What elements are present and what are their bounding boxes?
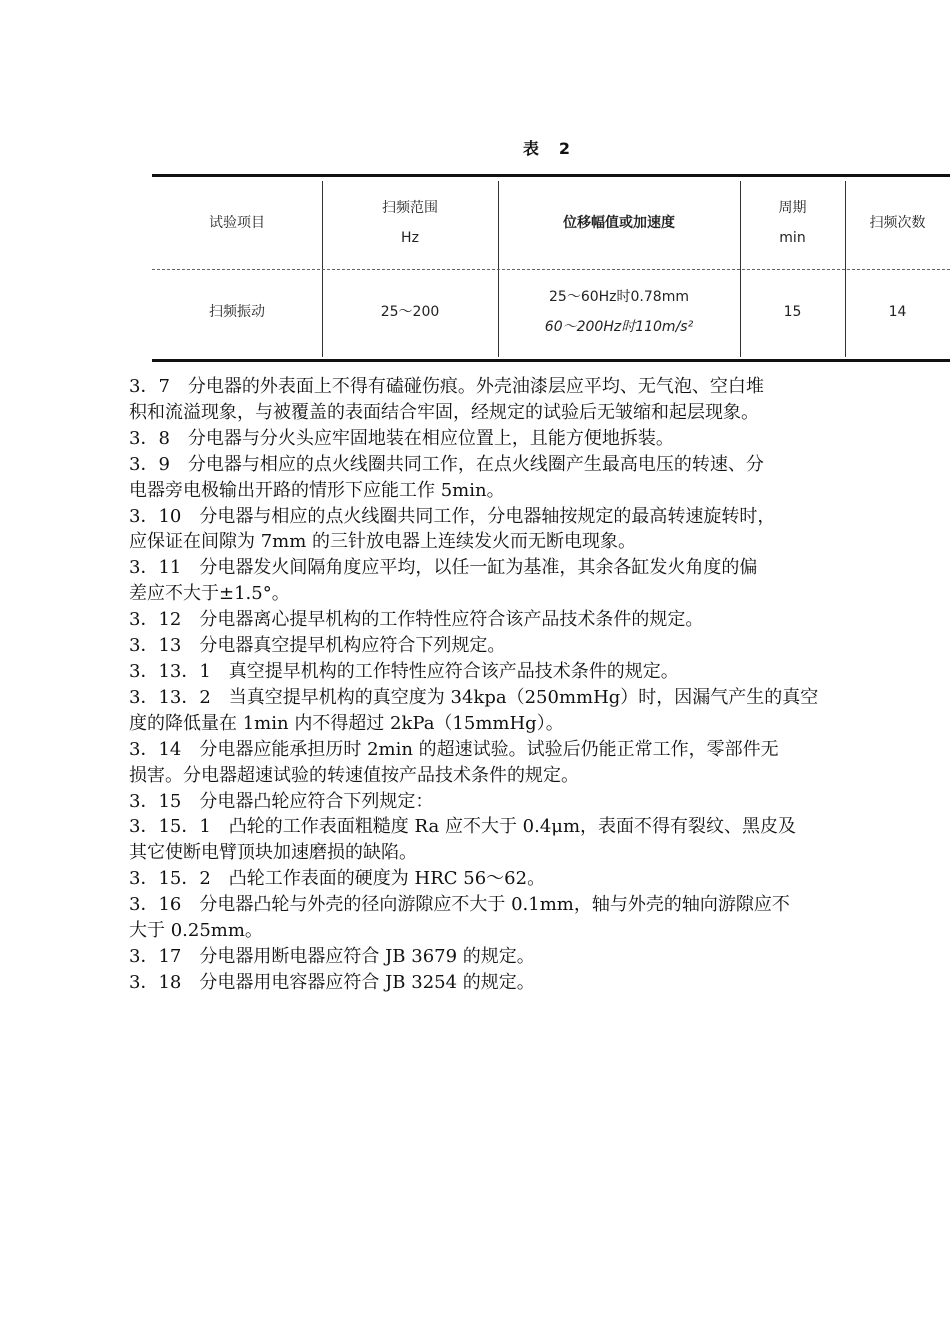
row-period [740, 269, 845, 355]
row-count-value: 14 [888, 304, 907, 320]
table-title: 表 2 [522, 139, 573, 158]
clause-3-13-2-cont: 度的降低量在 1min 内不得超过 2kPa（15mmHg）。 [129, 712, 564, 734]
clause-3-7-cont: 积和流溢现象，与被覆盖的表面结合牢固，经规定的试验后无皱缩和起层现象。 [129, 401, 759, 423]
row-range-value: 25～200 [380, 304, 440, 320]
clause-text [112, 374, 842, 996]
header-count [845, 177, 950, 269]
header-range [322, 177, 498, 269]
row-period-value: 15 [783, 304, 802, 320]
header-item [152, 177, 322, 269]
clause-3-11-cont: 差应不大于±1.5°。 [129, 583, 290, 605]
vibration-test-table [152, 174, 950, 362]
header-item-label: 试验项目 [209, 215, 265, 231]
clause-3-15: 3．15 分电器凸轮应符合下列规定： [129, 790, 434, 812]
clause-3-13-1: 3．13．1 真空提早机构的工作特性应符合该产品技术条件的规定。 [129, 660, 679, 682]
header-displacement-label: 位移幅值或加速度 [563, 215, 675, 231]
clause-3-15-1-cont: 其它使断电臂顶块加速磨损的缺陷。 [129, 842, 417, 864]
clause-3-14-cont: 损害。分电器超速试验的转速值按产品技术条件的规定。 [129, 764, 579, 786]
clause-3-7: 3．7 分电器的外表面上不得有磕碰伤痕。外壳油漆层应平均、无气泡、空白堆 [129, 376, 764, 397]
clause-3-16-cont: 大于 0.25mm。 [129, 920, 263, 942]
clause-3-16: 3．16 分电器凸轮与外壳的径向游隙应不大于 0.1mm，轴与外壳的轴向游隙应不 [129, 894, 790, 916]
clause-3-18: 3．18 分电器用电容器应符合 JB 3254 的规定。 [129, 971, 535, 993]
clause-3-17: 3．17 分电器用断电器应符合 JB 3679 的规定。 [129, 945, 535, 967]
row-count [845, 269, 950, 355]
row-displacement [498, 269, 740, 355]
clause-3-10: 3．10 分电器与相应的点火线圈共同工作，分电器轴按规定的最高转速旋转时， [129, 505, 776, 527]
row-displacement-value-1: 25～60Hz时0.78mm [549, 289, 689, 305]
header-range-label: 扫频范围 [382, 200, 438, 216]
clause-3-10-cont: 应保证在间隙为 7mm 的三针放电器上连续发火而无断电现象。 [129, 531, 637, 553]
clause-3-9-cont: 电器旁电极输出开路的情形下应能工作 5min。 [129, 479, 505, 501]
row-item-value: 扫频振动 [209, 304, 265, 320]
header-range-unit: Hz [401, 230, 419, 246]
clause-3-12: 3．12 分电器离心提早机构的工作特性应符合该产品技术条件的规定。 [129, 609, 704, 631]
header-period-unit: min [779, 230, 806, 246]
clause-3-15-2: 3．15．2 凸轮工作表面的硬度为 HRC 56～62。 [129, 868, 546, 890]
clause-3-13: 3．13 分电器真空提早机构应符合下列规定。 [129, 635, 506, 657]
header-period [740, 177, 845, 269]
row-item [152, 269, 322, 355]
clause-3-13-2: 3．13．2 当真空提早机构的真空度为 34kpa（250mmHg）时，因漏气产生的真空 [129, 686, 819, 708]
header-period-label: 周期 [778, 200, 807, 216]
clause-3-8: 3．8 分电器与分火头应牢固地装在相应位置上，且能方便地拆装。 [129, 427, 674, 449]
row-displacement-value-2: 60～200Hz时110m/s² [544, 319, 694, 335]
clause-3-14: 3．14 分电器应能承担历时 2min 的超速试验。试验后仍能正常工作，零部件无 [129, 738, 779, 760]
header-displacement [498, 177, 740, 269]
clause-3-15-1: 3．15．1 凸轮的工作表面粗糙度 Ra 应不大于 0.4μm，表面不得有裂纹、黑皮及 [129, 816, 797, 838]
row-range [322, 269, 498, 355]
header-count-label: 扫频次数 [869, 215, 926, 231]
clause-3-11: 3．11 分电器发火间隔角度应平均，以任一缸为基准，其余各缸发火角度的偏 [129, 557, 758, 579]
clause-3-9: 3．9 分电器与相应的点火线圈共同工作，在点火线圈产生最高电压的转速、分 [129, 453, 764, 475]
